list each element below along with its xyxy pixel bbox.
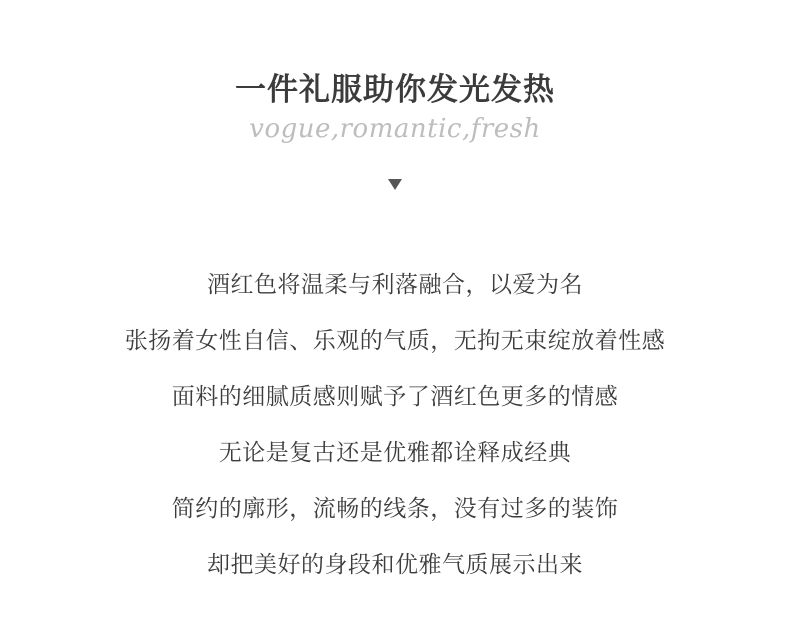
description-line: 酒红色将温柔与利落融合，以爱为名 [207,272,583,298]
page-subtitle: vogue,romantic,fresh [249,114,541,144]
description-line: 简约的廓形，流畅的线条，没有过多的装饰 [171,496,619,522]
description-line: 张扬着女性自信、乐观的气质，无拘无束绽放着性感 [124,328,666,354]
description-line: 却把美好的身段和优雅气质展示出来 [207,552,583,578]
page-title: 一件礼服助你发光发热 [235,72,555,108]
description-line: 无论是复古还是优雅都诠释成经典 [218,440,572,466]
triangle-down-icon [388,179,402,190]
description-line: 面料的细腻质感则赋予了酒红色更多的情感 [171,384,619,410]
description-text [0,266,790,602]
